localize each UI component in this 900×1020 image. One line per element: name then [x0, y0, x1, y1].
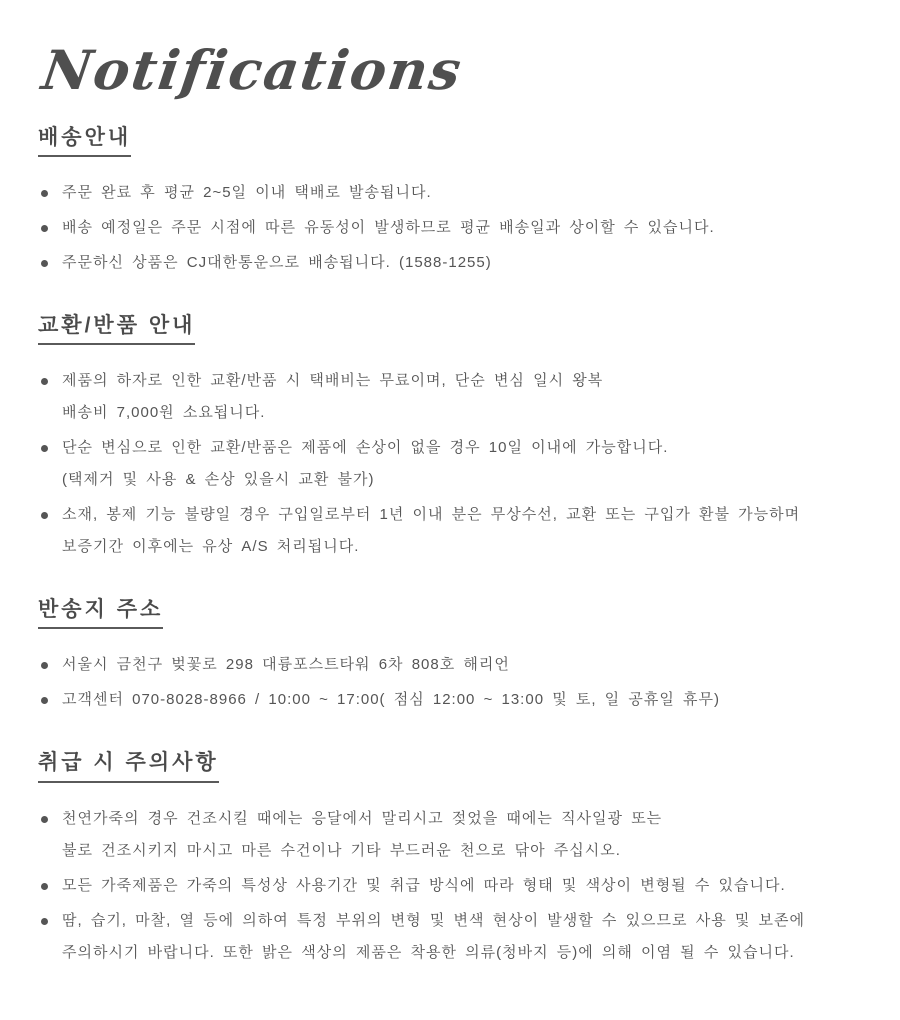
notice-line: 서울시 금천구 벚꽃로 298 대륭포스트타워 6차 808호 해리언 — [62, 656, 510, 674]
section-heading-return-address: 반송지 주소 — [38, 597, 163, 629]
section-heading-exchange-return: 교환/반품 안내 — [38, 313, 195, 345]
notice-line: 주의하시기 바랍니다. 또한 밝은 색상의 제품은 착용한 의류(청바지 등)에 의해 이염 될 수 있습니다. — [62, 943, 795, 961]
notice-line: 배송비 7,000원 소요됩니다. — [62, 404, 266, 422]
notice-line: 제품의 하자로 인한 교환/반품 시 택배비는 무료이며, 단순 변심 일시 왕복 — [62, 372, 604, 390]
list-item — [38, 499, 872, 563]
list-item — [38, 432, 872, 496]
bullet-dot-icon — [41, 190, 48, 197]
notice-line: 주문 완료 후 평균 2~5일 이내 택배로 발송됩니다. — [62, 183, 432, 201]
notice-line: 소재, 봉제 기능 불량일 경우 구입일로부터 1년 이내 분은 무상수선, 교환 또는 구입가 환불 가능하며 — [62, 506, 801, 524]
section-shipping — [38, 125, 872, 279]
list-item — [38, 365, 872, 429]
bullet-dot-icon — [41, 816, 48, 823]
shipping-notice-list — [38, 177, 872, 279]
section-return-address — [38, 597, 872, 716]
list-item — [38, 247, 872, 279]
notice-line: 단순 변심으로 인한 교환/반품은 제품에 손상이 없을 경우 10일 이내에 가능합니다. — [62, 439, 669, 457]
list-item — [38, 803, 872, 867]
bullet-dot-icon — [41, 883, 48, 890]
notice-line: 주문하신 상품은 CJ대한통운으로 배송됩니다. (1588-1255) — [62, 253, 492, 271]
list-item — [38, 212, 872, 244]
notice-line: 고객센터 070-8028-8966 / 10:00 ~ 17:00( 점심 12:00 ~ 13:00 및 토, 일 공휴일 휴무) — [62, 691, 720, 709]
page-title: Notifications — [38, 38, 467, 102]
section-heading-handling-precautions: 취급 시 주의사항 — [38, 750, 219, 782]
notice-line: 땀, 습기, 마찰, 열 등에 의하여 특정 부위의 변형 및 변색 현상이 발생할 수 있으므로 사용 및 보존에 — [62, 911, 805, 929]
list-item — [38, 649, 872, 681]
section-exchange-return — [38, 313, 872, 563]
bullet-dot-icon — [41, 378, 48, 385]
bullet-dot-icon — [41, 445, 48, 452]
notice-line: 보증기간 이후에는 유상 A/S 처리됩니다. — [62, 538, 360, 556]
bullet-dot-icon — [41, 260, 48, 267]
bullet-dot-icon — [41, 225, 48, 232]
list-item — [38, 684, 872, 716]
bullet-dot-icon — [41, 512, 48, 519]
notice-line: 불로 건조시키지 마시고 마른 수건이나 기타 부드러운 천으로 닦아 주십시오. — [62, 841, 621, 859]
handling-precautions-notice-list — [38, 803, 872, 969]
bullet-dot-icon — [41, 918, 48, 925]
notice-line: 모든 가죽제품은 가죽의 특성상 사용기간 및 취급 방식에 따라 형태 및 색상이 변형될 수 있습니다. — [62, 876, 786, 894]
list-item — [38, 905, 872, 969]
bullet-dot-icon — [41, 697, 48, 704]
return-address-notice-list — [38, 649, 872, 716]
notice-line: 천연가죽의 경우 건조시킬 때에는 응달에서 말리시고 젖었을 때에는 직사일광 또는 — [62, 809, 663, 827]
notice-line: (택제거 및 사용 & 손상 있을시 교환 불가) — [62, 471, 375, 489]
list-item — [38, 870, 872, 902]
list-item — [38, 177, 872, 209]
bullet-dot-icon — [41, 662, 48, 669]
section-heading-shipping: 배송안내 — [38, 125, 131, 157]
notice-line: 배송 예정일은 주문 시점에 따른 유동성이 발생하므로 평균 배송일과 상이할 수 있습니다. — [62, 218, 715, 236]
exchange-return-notice-list — [38, 365, 872, 563]
section-handling-precautions — [38, 750, 872, 968]
